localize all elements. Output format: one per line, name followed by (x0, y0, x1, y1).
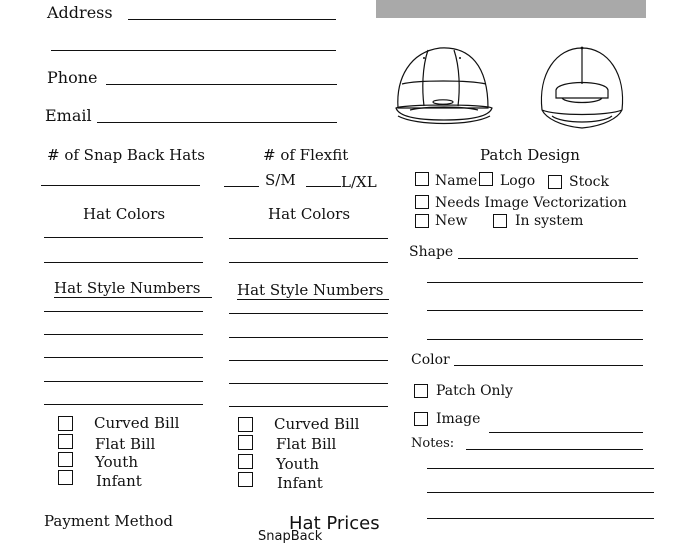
flexfit-sm-label: S/M (265, 171, 296, 189)
patch-only-label: Patch Only (436, 383, 513, 399)
flexfit-flat-bill-checkbox[interactable] (238, 435, 253, 450)
flexfit-infant-checkbox[interactable] (238, 472, 253, 487)
patch-notes-line-1[interactable] (466, 449, 643, 450)
patch-name-label: Name (435, 173, 478, 189)
patch-in-system-checkbox[interactable] (493, 214, 507, 228)
address-label: Address (47, 3, 113, 22)
patch-shape-label: Shape (409, 244, 454, 260)
patch-vectorization-checkbox[interactable] (415, 195, 429, 209)
snapback-heading: # of Snap Back Hats (47, 146, 205, 164)
flexfit-color-line-2[interactable] (229, 262, 388, 263)
flexfit-youth-label: Youth (276, 455, 319, 473)
patch-vectorization-label: Needs Image Vectorization (435, 195, 627, 211)
patch-design-heading: Patch Design (480, 146, 580, 164)
flexfit-heading: # of Flexfit (263, 146, 349, 164)
snapback-style-line-3[interactable] (44, 357, 203, 358)
snapback-style-line-5[interactable] (44, 404, 203, 405)
patch-notes-label: Notes: (411, 436, 455, 451)
payment-method-label: Payment Method (44, 512, 173, 530)
snapback-infant-label: Infant (96, 472, 142, 490)
address-line-2[interactable] (51, 50, 336, 51)
patch-shape-line-4[interactable] (427, 339, 643, 340)
snapback-quantity-line[interactable] (41, 185, 200, 186)
patch-in-system-label: In system (515, 213, 584, 229)
patch-image-line[interactable] (489, 432, 643, 433)
patch-name-checkbox[interactable] (415, 172, 429, 186)
flexfit-youth-checkbox[interactable] (238, 454, 253, 469)
snapback-color-line-2[interactable] (44, 262, 203, 263)
patch-only-checkbox[interactable] (414, 384, 428, 398)
snapback-style-line-4[interactable] (44, 381, 203, 382)
patch-notes-line-4[interactable] (427, 518, 654, 519)
patch-image-checkbox[interactable] (414, 412, 428, 426)
phone-line[interactable] (106, 84, 337, 85)
flexfit-lxl-label: L/XL (341, 173, 377, 191)
snapback-flat-bill-checkbox[interactable] (58, 434, 73, 449)
patch-new-label: New (435, 213, 468, 229)
snapback-youth-checkbox[interactable] (58, 452, 73, 467)
patch-image-label: Image (436, 411, 481, 427)
snapback-hat-colors-label: Hat Colors (83, 205, 166, 223)
flexfit-flat-bill-label: Flat Bill (276, 435, 337, 453)
flexfit-infant-label: Infant (277, 474, 323, 492)
snapback-color-line-1[interactable] (44, 237, 203, 238)
flexfit-lxl-line[interactable] (306, 186, 341, 187)
flexfit-curved-bill-label: Curved Bill (274, 415, 360, 433)
address-line-1[interactable] (128, 19, 336, 20)
patch-shape-line-1[interactable] (458, 258, 638, 259)
snapback-style-line-1[interactable] (44, 311, 203, 312)
flexfit-curved-bill-checkbox[interactable] (238, 417, 253, 432)
cap-back-icon (532, 44, 632, 132)
flexfit-style-numbers-label: Hat Style Numbers (237, 283, 389, 300)
patch-logo-checkbox[interactable] (479, 172, 493, 186)
snapback-price-label: SnapBack (258, 529, 323, 544)
snapback-infant-checkbox[interactable] (58, 470, 73, 485)
flexfit-style-line-4[interactable] (229, 383, 388, 384)
flexfit-color-line-1[interactable] (229, 238, 388, 239)
phone-label: Phone (47, 68, 98, 87)
patch-color-line[interactable] (454, 365, 643, 366)
cap-front-icon (388, 44, 500, 130)
patch-notes-line-2[interactable] (427, 468, 654, 469)
snapback-youth-label: Youth (95, 453, 138, 471)
patch-new-checkbox[interactable] (415, 214, 429, 228)
patch-notes-line-3[interactable] (427, 492, 654, 493)
snapback-curved-bill-checkbox[interactable] (58, 416, 73, 431)
flexfit-style-line-1[interactable] (229, 313, 388, 314)
flexfit-hat-colors-label: Hat Colors (268, 205, 351, 223)
email-line[interactable] (97, 122, 337, 123)
snapback-style-numbers-label: Hat Style Numbers (54, 281, 212, 298)
patch-logo-label: Logo (500, 173, 536, 189)
email-label: Email (45, 106, 92, 125)
patch-stock-checkbox[interactable] (548, 175, 562, 189)
header-banner (376, 0, 646, 18)
snapback-curved-bill-label: Curved Bill (94, 414, 180, 432)
patch-color-label: Color (411, 352, 450, 368)
snapback-flat-bill-label: Flat Bill (95, 435, 156, 453)
flexfit-style-line-3[interactable] (229, 360, 388, 361)
flexfit-sm-line[interactable] (224, 186, 259, 187)
snapback-style-line-2[interactable] (44, 334, 203, 335)
hat-prices-label: Hat Prices (289, 513, 380, 534)
patch-shape-line-3[interactable] (427, 310, 643, 311)
flexfit-style-line-2[interactable] (229, 337, 388, 338)
patch-stock-label: Stock (569, 174, 609, 190)
patch-shape-line-2[interactable] (427, 282, 643, 283)
flexfit-style-line-5[interactable] (229, 406, 388, 407)
